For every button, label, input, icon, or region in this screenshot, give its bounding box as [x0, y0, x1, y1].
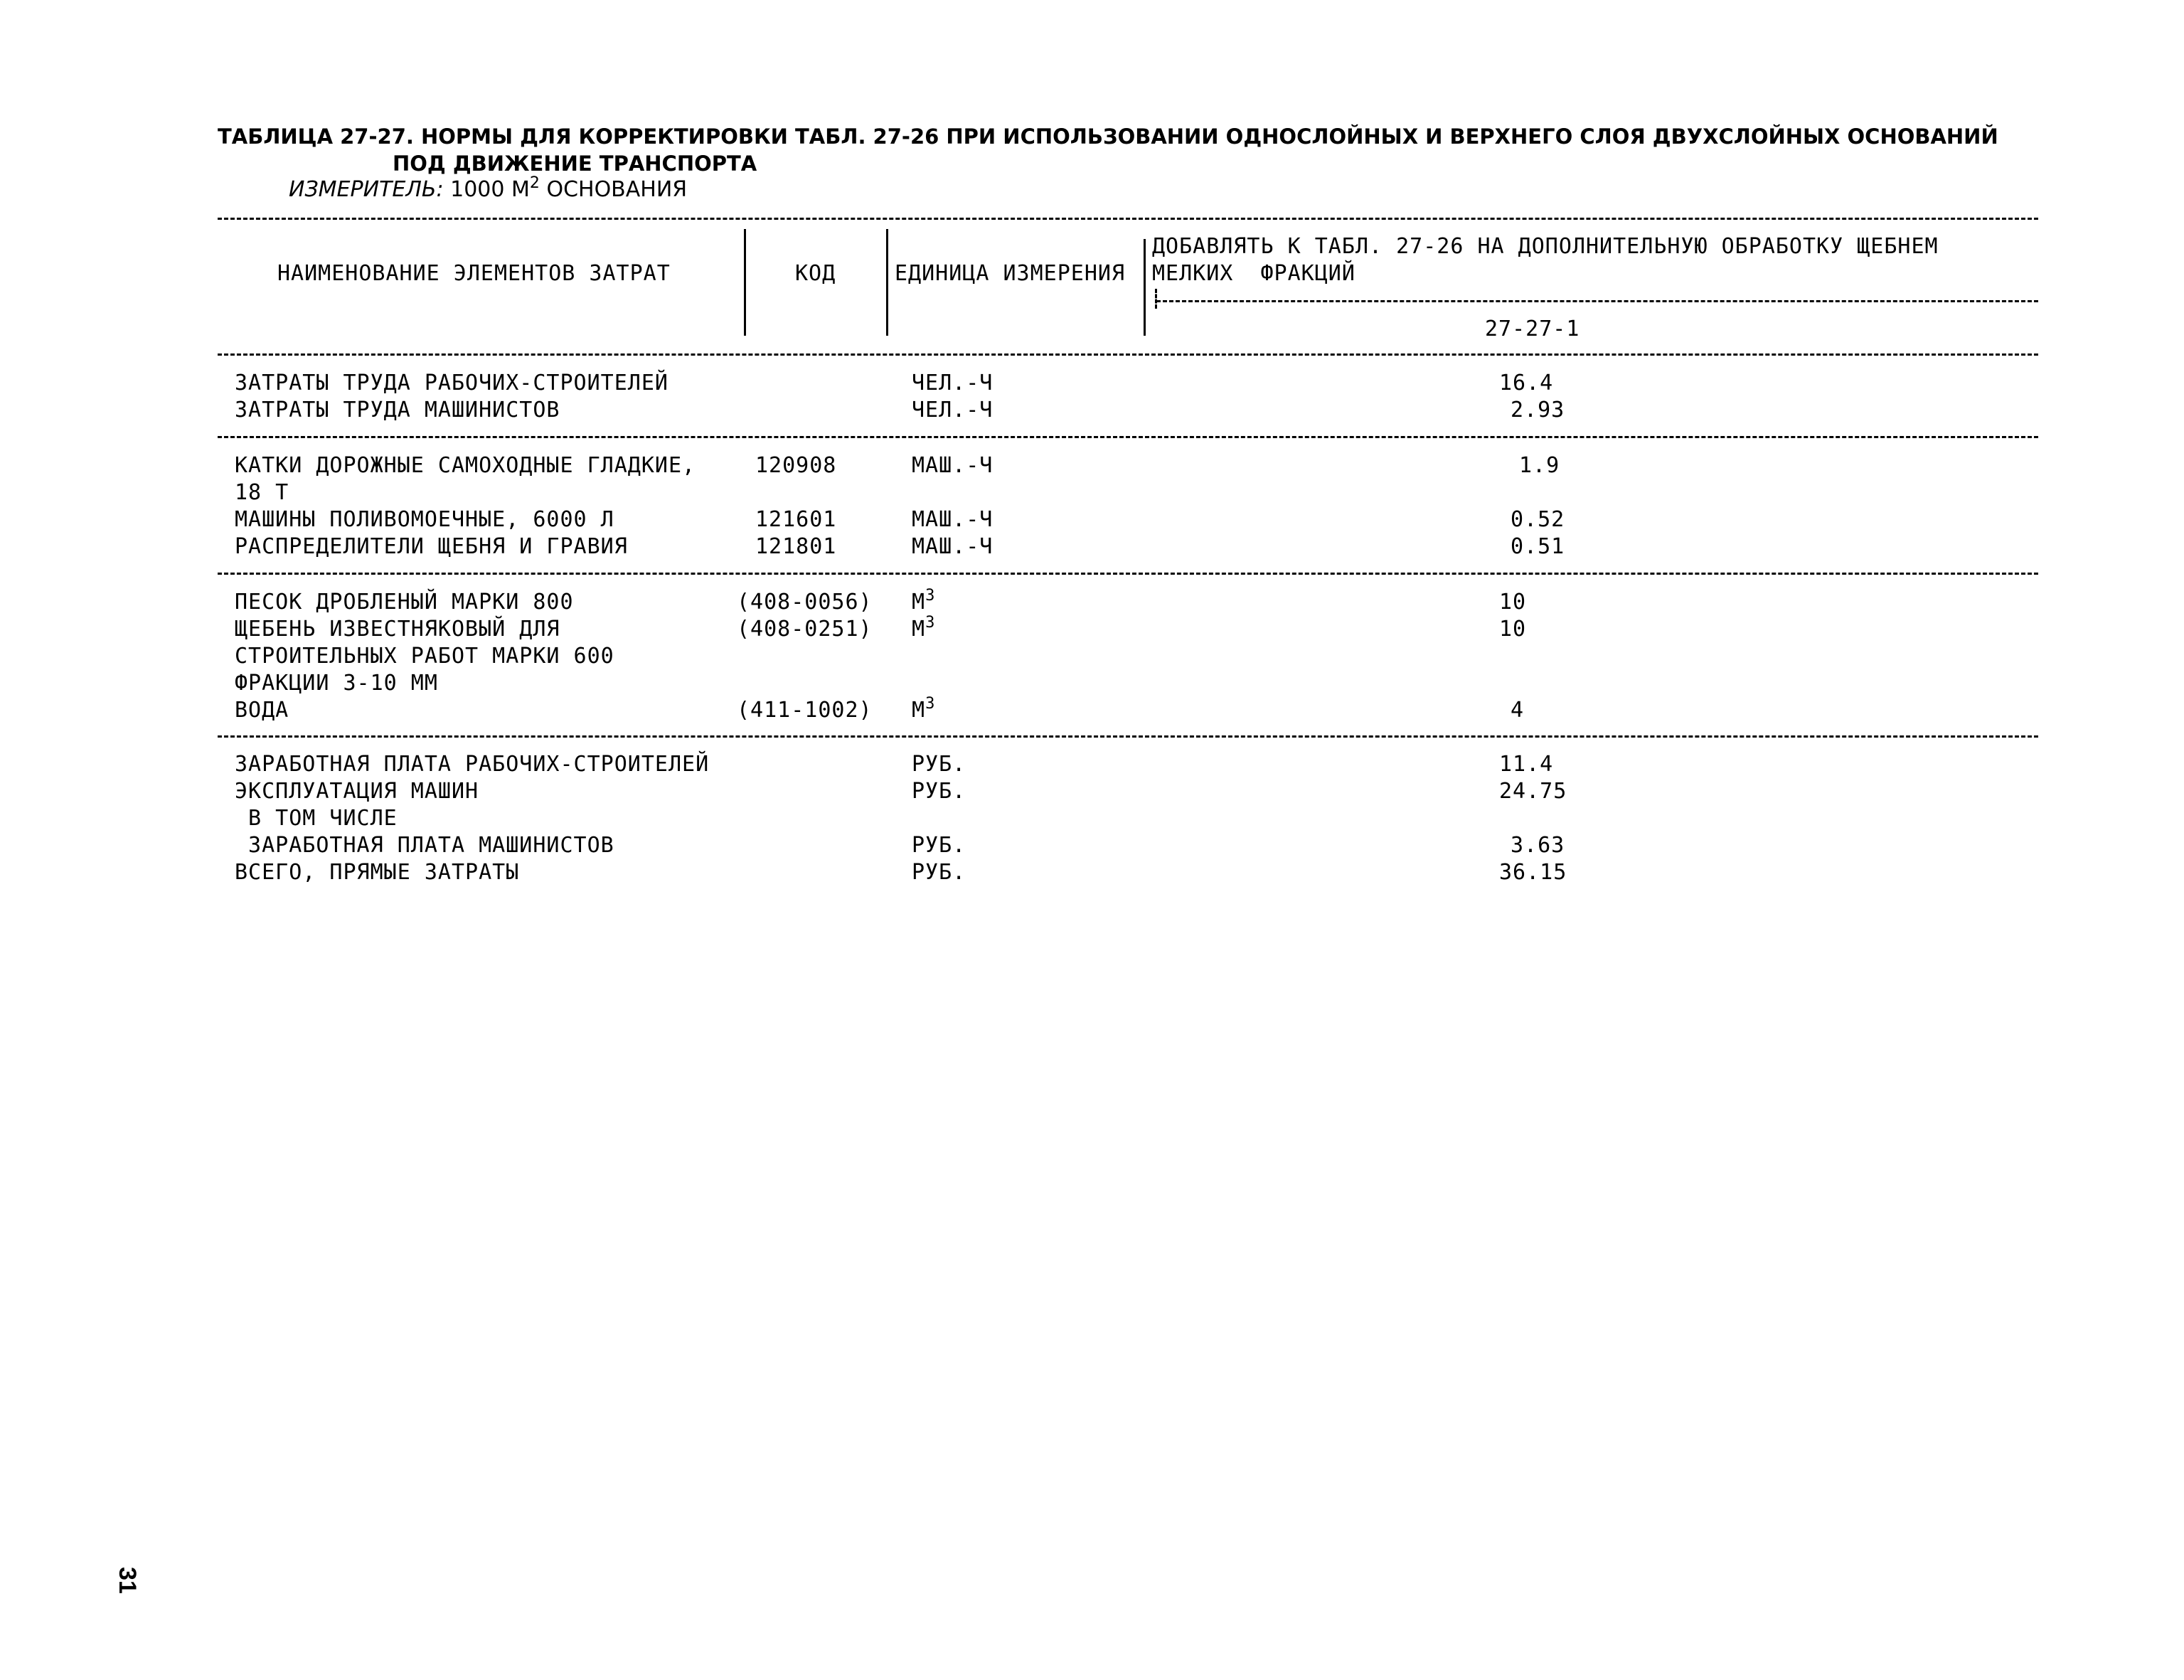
row-unit: РУБ. — [912, 752, 966, 777]
measure-suffix: ОСНОВАНИЯ — [546, 177, 688, 202]
row-name: ЩЕБЕНЬ ИЗВЕСТНЯКОВЫЙ ДЛЯ — [235, 617, 560, 642]
table-title-continued: ПОД ДВИЖЕНИЕ ТРАНСПОРТА — [393, 151, 757, 176]
row-unit: РУБ. — [912, 779, 966, 804]
header-bottom-rule — [218, 353, 2038, 356]
header-separator-3 — [1144, 239, 1146, 336]
row-unit: МАШ.-Ч — [912, 534, 994, 559]
header-unit: ЕДИНИЦА ИЗМЕРЕНИЯ — [895, 261, 1126, 286]
measure-value: 1000 М — [450, 177, 530, 202]
row-value: 11.4 — [1499, 752, 1554, 777]
group-rule-3 — [218, 735, 2038, 738]
row-value: 36.15 — [1499, 860, 1567, 885]
row-code: (408-0056) — [737, 590, 873, 615]
row-code: 120908 — [755, 453, 837, 478]
header-norm-code: 27-27-1 — [1485, 317, 1580, 341]
row-code: (411-1002) — [737, 698, 873, 723]
row-unit: ЧЕЛ.-Ч — [912, 398, 994, 422]
row-value: 10 — [1499, 590, 1527, 615]
measure-power: 2 — [529, 174, 540, 192]
row-name: РАСПРЕДЕЛИТЕЛИ ЩЕБНЯ И ГРАВИЯ — [235, 534, 628, 559]
row-code: 121601 — [755, 507, 837, 532]
row-unit: $М^3$ — [912, 587, 936, 615]
row-value: 4 — [1511, 698, 1525, 723]
header-separator-1 — [744, 229, 746, 336]
row-name: ВОДА — [235, 698, 289, 723]
row-value: 3.63 — [1511, 833, 1565, 858]
header-sub-tick — [1155, 289, 1157, 309]
row-value: 16.4 — [1499, 371, 1554, 395]
header-separator-2 — [886, 229, 888, 336]
row-name: В ТОМ ЧИСЛЕ — [235, 806, 398, 831]
row-name: ЗАРАБОТНАЯ ПЛАТА РАБОЧИХ-СТРОИТЕЛЕЙ — [235, 752, 710, 777]
measure-label: ИЗМЕРИТЕЛЬ: — [289, 177, 444, 202]
group-rule-2 — [218, 573, 2038, 575]
header-code: КОД — [795, 261, 836, 286]
row-unit: РУБ. — [912, 860, 966, 885]
row-unit: МАШ.-Ч — [912, 507, 994, 532]
header-name: НАИМЕНОВАНИЕ ЭЛЕМЕНТОВ ЗАТРАТ — [277, 261, 671, 286]
row-unit: ЧЕЛ.-Ч — [912, 371, 994, 395]
row-name: КАТКИ ДОРОЖНЫЕ САМОХОДНЫЕ ГЛАДКИЕ, — [235, 453, 696, 478]
row-name: ЭКСПЛУАТАЦИЯ МАШИН — [235, 779, 479, 804]
row-value: 0.52 — [1511, 507, 1565, 532]
row-value: 0.51 — [1511, 534, 1565, 559]
row-name: ЗАРАБОТНАЯ ПЛАТА МАШИНИСТОВ — [235, 833, 614, 858]
row-name: ЗАТРАТЫ ТРУДА МАШИНИСТОВ — [235, 398, 560, 422]
table-title: ТАБЛИЦА 27-27. НОРМЫ ДЛЯ КОРРЕКТИРОВКИ ТАБЛ. 27-26 ПРИ ИСПОЛЬЗОВАНИИ ОДНОСЛОЙНЫХ И ВЕРХНЕГО СЛОЯ ДВУХСЛОЙНЫХ ОСНОВАНИЙ — [218, 124, 1998, 149]
row-code: 121801 — [755, 534, 837, 559]
row-unit: РУБ. — [912, 833, 966, 858]
page-number: 31 — [114, 1567, 141, 1594]
header-add-line2: МЕЛКИХ ФРАКЦИЙ — [1152, 261, 1355, 286]
header-sub-rule — [1156, 300, 2038, 302]
row-name: ФРАКЦИИ 3-10 ММ — [235, 671, 438, 696]
row-unit: $М^3$ — [912, 695, 936, 723]
measure-line — [289, 174, 688, 202]
group-rule-1 — [218, 436, 2038, 438]
row-unit: МАШ.-Ч — [912, 453, 994, 478]
row-name: ПЕСОК ДРОБЛЕНЫЙ МАРКИ 800 — [235, 590, 574, 615]
row-name: 18 Т — [235, 480, 289, 505]
row-value: 1.9 — [1519, 453, 1560, 478]
row-code: (408-0251) — [737, 617, 873, 642]
row-value: 10 — [1499, 617, 1527, 642]
row-unit: $М^3$ — [912, 614, 936, 642]
row-name: ВСЕГО, ПРЯМЫЕ ЗАТРАТЫ — [235, 860, 520, 885]
header-add-line1: ДОБАВЛЯТЬ К ТАБЛ. 27-26 НА ДОПОЛНИТЕЛЬНУЮ ОБРАБОТКУ ЩЕБНЕМ — [1152, 234, 1939, 259]
row-name: СТРОИТЕЛЬНЫХ РАБОТ МАРКИ 600 — [235, 644, 614, 669]
table-top-rule — [218, 218, 2038, 220]
row-value: 2.93 — [1511, 398, 1565, 422]
row-name: ЗАТРАТЫ ТРУДА РАБОЧИХ-СТРОИТЕЛЕЙ — [235, 371, 668, 395]
row-value: 24.75 — [1499, 779, 1567, 804]
row-name: МАШИНЫ ПОЛИВОМОЕЧНЫЕ, 6000 Л — [235, 507, 614, 532]
